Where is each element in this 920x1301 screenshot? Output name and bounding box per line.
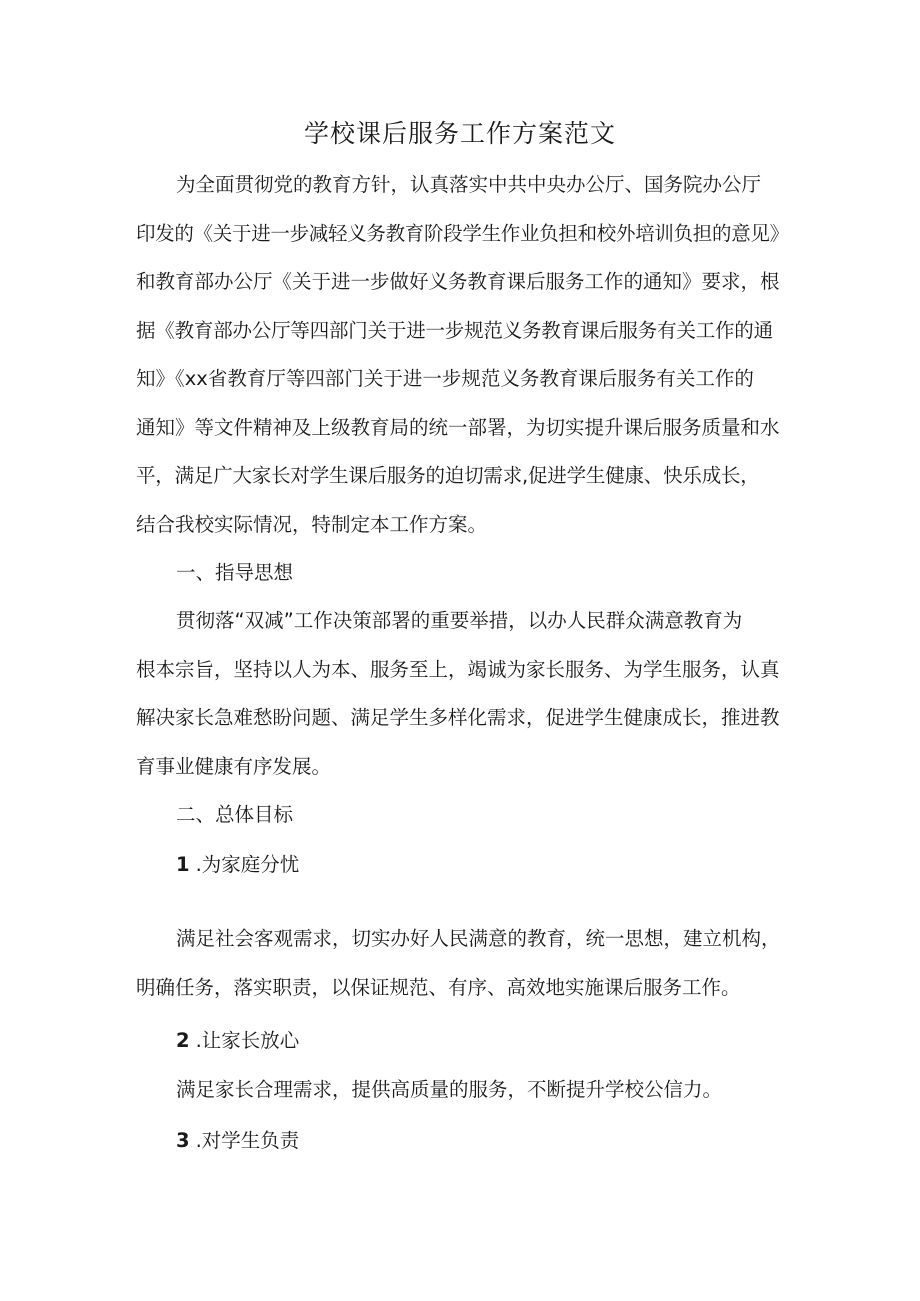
section1-line: 解决家长急难愁盼问题、满足学生多样化需求，促进学生健康成长，推进教 xyxy=(136,706,780,729)
goal1-line: 明确任务，落实职责，以保证规范、有序、高效地实施课后服务工作。 xyxy=(136,975,741,999)
section1-line: 贯彻落“双减”工作决策部署的重要举措，以办人民群众满意教育为 xyxy=(176,609,743,632)
goal-heading-3 xyxy=(176,1117,299,1166)
intro-line: 知》《xx省教育厅等四部门关于进一步规范义务教育课后服务有关工作的 xyxy=(136,367,754,390)
intro-line: 为全面贯彻党的教育方针，认真落实中共中央办公厅、国务院办公厅 xyxy=(176,173,762,196)
section-heading-overall-goals: 二、总体目标 xyxy=(176,803,294,826)
goal-number: 2 xyxy=(176,1029,190,1052)
page-title: 学校课后服务工作方案范文 xyxy=(303,119,616,148)
goal1-line: 满足社会客观需求，切实办好人民满意的教育，统一思想，建立机构， xyxy=(176,927,781,950)
section1-line: 育事业健康有序发展。 xyxy=(136,754,332,778)
intro-line: 据《教育部办公厅等四部门关于进一步规范义务教育课后服务有关工作的通 xyxy=(136,318,773,342)
goal-heading-2 xyxy=(176,1017,299,1066)
goal2-line: 满足家长合理需求，提供高质量的服务，不断提升学校公信力。 xyxy=(176,1078,723,1101)
section-heading-guiding-ideology: 一、指导思想 xyxy=(176,561,294,584)
goal-label: .对学生负责 xyxy=(195,1129,300,1152)
goal-label: .让家长放心 xyxy=(195,1029,300,1052)
intro-line: 和教育部办公厅《关于进一步做好义务教育课后服务工作的通知》要求，根 xyxy=(136,270,780,293)
intro-line: 印发的《关于进一步减轻义务教育阶段学生作业负担和校外培训负担的意见》 xyxy=(136,221,789,245)
intro-line: 通知》等文件精神及上级教育局的统一部署，为切实提升课后服务质量和水 xyxy=(136,415,780,439)
intro-line: 平，满足广大家长对学生课后服务的迫切需求,促进学生健康、快乐成长， xyxy=(136,464,760,487)
goal2-paragraph xyxy=(136,1066,806,1115)
section1-paragraph xyxy=(136,597,806,791)
goal-label: .为家庭分忧 xyxy=(195,853,300,876)
intro-paragraph xyxy=(136,161,806,549)
goal1-paragraph xyxy=(136,915,806,1012)
goal-heading-1 xyxy=(176,841,299,890)
goal-number: 3 xyxy=(176,1129,190,1152)
intro-line: 结合我校实际情况，特制定本工作方案。 xyxy=(136,512,488,536)
section1-line: 根本宗旨，坚持以人为本、服务至上，竭诚为家长服务、为学生服务，认真 xyxy=(136,657,780,681)
goal-number: 1 xyxy=(176,853,190,876)
